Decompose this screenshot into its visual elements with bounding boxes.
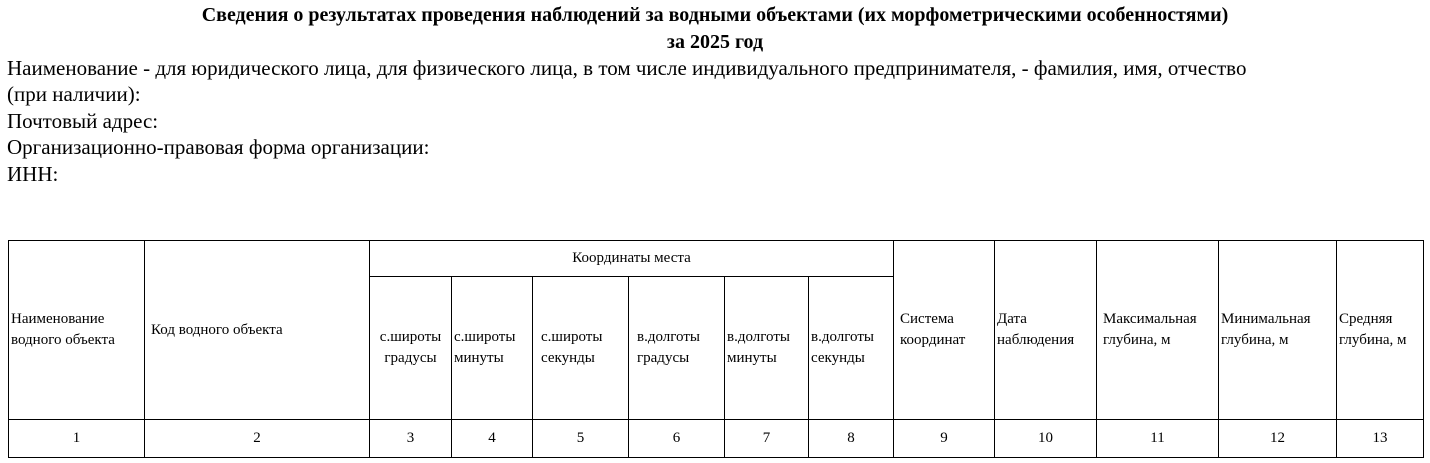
column-number: 4 <box>452 420 533 458</box>
report-year: за 2025 год <box>666 31 764 53</box>
inn-label: ИНН: <box>7 162 59 186</box>
org-form-label: Организационно-правовая форма организации: <box>7 135 430 159</box>
name-field-label: Наименование - для юридического лица, для физического лица, в том числе индивидуального предпринимателя, - фамилия, имя, отчество <box>7 56 1247 80</box>
col-header-observation-date: Дата наблюдения <box>995 241 1097 420</box>
coordinates-group-header: Координаты места <box>370 241 894 277</box>
col-header-avg-depth: Средняя глубина, м <box>1337 241 1424 420</box>
column-number: 2 <box>145 420 370 458</box>
column-number: 6 <box>629 420 725 458</box>
column-number: 1 <box>9 420 145 458</box>
postal-address-label: Почтовый адрес: <box>7 109 159 133</box>
observations-table <box>8 240 1424 458</box>
column-number: 11 <box>1097 420 1219 458</box>
column-number: 3 <box>370 420 452 458</box>
col-header-lon-seconds: в.долготы секунды <box>809 277 894 420</box>
col-header-lon-minutes: в.долготы минуты <box>725 277 809 420</box>
report-title: Сведения о результатах проведения наблюдений за водными объектами (их морфометрическими особенностями) <box>201 4 1229 26</box>
column-number: 12 <box>1219 420 1337 458</box>
col-header-water-body-code: Код водного объекта <box>145 241 370 420</box>
name-field-label-continued: (при наличии): <box>7 82 141 106</box>
col-header-max-depth: Максимальная глубина, м <box>1097 241 1219 420</box>
column-number: 8 <box>809 420 894 458</box>
col-header-min-depth: Минимальная глубина, м <box>1219 241 1337 420</box>
column-number: 13 <box>1337 420 1424 458</box>
column-number: 5 <box>533 420 629 458</box>
column-number: 10 <box>995 420 1097 458</box>
column-number: 7 <box>725 420 809 458</box>
col-header-coordinate-system: Система координат <box>894 241 995 420</box>
column-number: 9 <box>894 420 995 458</box>
col-header-lon-degrees: в.долготы градусы <box>629 277 725 420</box>
col-header-lat-degrees: с.широты градусы <box>370 277 452 420</box>
col-header-water-body-name: Наименование водного объекта <box>9 241 145 420</box>
col-header-lat-seconds: с.широты секунды <box>533 277 629 420</box>
col-header-lat-minutes: с.широты минуты <box>452 277 533 420</box>
